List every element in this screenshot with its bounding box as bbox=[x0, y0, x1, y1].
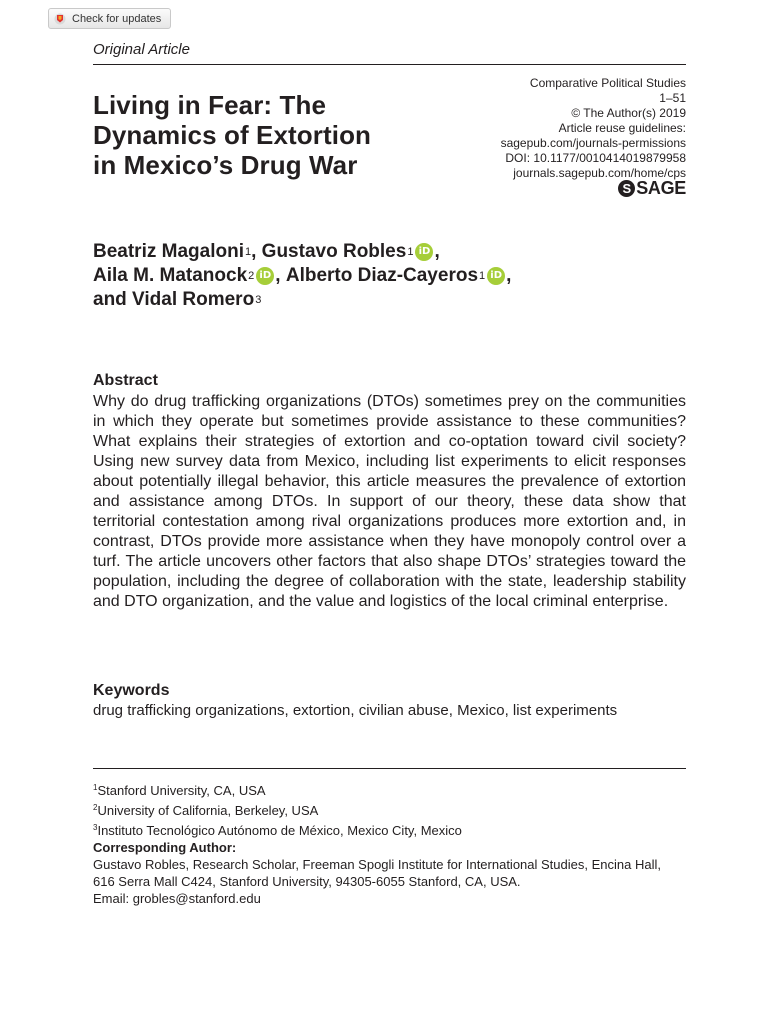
abstract-heading: Abstract bbox=[93, 372, 158, 389]
affiliation-marker: 3 bbox=[255, 294, 262, 306]
article-title bbox=[93, 90, 453, 180]
check-for-updates-button[interactable] bbox=[48, 8, 171, 29]
affiliation-number: 3 bbox=[93, 823, 98, 832]
corresponding-address: Gustavo Robles, Research Scholar, Freeman Spogli Institute for International Studies, Encina Hall, 616 Serra Mall C424, Stanford University, 94305-6055 Stanford, CA, USA. bbox=[93, 857, 661, 889]
corresponding-details bbox=[93, 856, 686, 907]
author-name[interactable]: Gustavo Robles bbox=[261, 241, 407, 262]
journal-link[interactable]: journals.sagepub.com/home/cps bbox=[513, 166, 686, 180]
doi[interactable]: DOI: 10.1177/0010414019879958 bbox=[505, 151, 686, 165]
keywords-heading: Keywords bbox=[93, 682, 170, 699]
sage-s-icon: S bbox=[618, 180, 635, 197]
affiliation-item bbox=[93, 799, 462, 819]
affiliation-item bbox=[93, 819, 462, 839]
affiliation-marker: 2 bbox=[248, 270, 255, 282]
separator: , bbox=[275, 265, 286, 286]
separator: , bbox=[434, 241, 440, 262]
separator: , bbox=[251, 241, 262, 262]
affiliation-marker: 1 bbox=[479, 270, 486, 282]
author-line bbox=[93, 288, 511, 312]
affiliation-list bbox=[93, 779, 462, 839]
reuse-label: Article reuse guidelines: bbox=[558, 121, 686, 135]
page-range: 1–51 bbox=[659, 91, 686, 105]
footnote-divider bbox=[93, 768, 686, 769]
separator: , bbox=[506, 265, 512, 286]
affiliation-number: 1 bbox=[93, 783, 98, 792]
corresponding-email[interactable]: Email: grobles@stanford.edu bbox=[93, 891, 261, 906]
journal-meta bbox=[501, 76, 686, 181]
journal-name: Comparative Political Studies bbox=[529, 76, 686, 90]
affiliation-text: University of California, Berkeley, USA bbox=[97, 803, 319, 818]
copyright: © The Author(s) 2019 bbox=[571, 106, 686, 120]
author-name[interactable]: Alberto Diaz-Cayeros bbox=[285, 265, 479, 286]
keywords-text: drug trafficking organizations, extortion, civilian abuse, Mexico, list experiments bbox=[93, 702, 618, 719]
title-line: in Mexico’s Drug War bbox=[93, 150, 358, 180]
publisher-name: SAGE bbox=[636, 178, 686, 198]
affiliation-text: Instituto Tecnológico Autónomo de México, Mexico City, Mexico bbox=[97, 823, 462, 838]
affiliation-marker: 1 bbox=[407, 246, 414, 258]
orcid-icon[interactable]: iD bbox=[487, 267, 505, 285]
title-line: Living in Fear: The bbox=[93, 90, 327, 120]
corresponding-heading: Corresponding Author: bbox=[93, 840, 237, 855]
affiliation-text: Stanford University, CA, USA bbox=[97, 783, 266, 798]
reuse-link[interactable]: sagepub.com/journals-permissions bbox=[500, 136, 686, 150]
badge-label: Check for updates bbox=[72, 12, 162, 25]
author-line bbox=[93, 240, 511, 264]
author-line bbox=[93, 264, 511, 288]
top-divider bbox=[93, 64, 686, 65]
affiliation-number: 2 bbox=[93, 803, 98, 812]
abstract-text: Why do drug trafficking organizations (DTOs) sometimes prey on the communities in which they operate but sometimes provide assistance to these communities? What explains their strategies of extortion and co-optation toward civil society? Using new survey data from Mexico, including list experiments to elicit responses about potentially illegal behavior, this article measures the prevalence of extortion and assistance among DTOs. In support of our theory, these data show that territorial contestation among rival organizations produces more extortion and, in contrast, DTOs provide more assistance when they have monopoly control over a turf. The article uncovers other factors that also shape DTOs’ strategies toward the population, including the degree of collaboration with the state, leadership stability and DTO organization, and the value and logistics of the local criminal enterprise. bbox=[93, 393, 686, 610]
author-name[interactable]: Aila M. Matanock bbox=[93, 265, 248, 286]
author-list bbox=[93, 240, 511, 312]
title-line: Dynamics of Extortion bbox=[93, 120, 372, 150]
affiliation-marker: 1 bbox=[244, 246, 252, 258]
orcid-icon[interactable]: iD bbox=[256, 267, 274, 285]
author-name[interactable]: Beatriz Magaloni bbox=[93, 241, 244, 262]
article-type: Original Article bbox=[93, 41, 190, 58]
sage-logo bbox=[618, 178, 686, 199]
crossmark-icon bbox=[54, 13, 66, 25]
orcid-icon[interactable]: iD bbox=[415, 243, 433, 261]
author-name[interactable]: and Vidal Romero bbox=[93, 289, 255, 310]
affiliation-item bbox=[93, 779, 462, 799]
